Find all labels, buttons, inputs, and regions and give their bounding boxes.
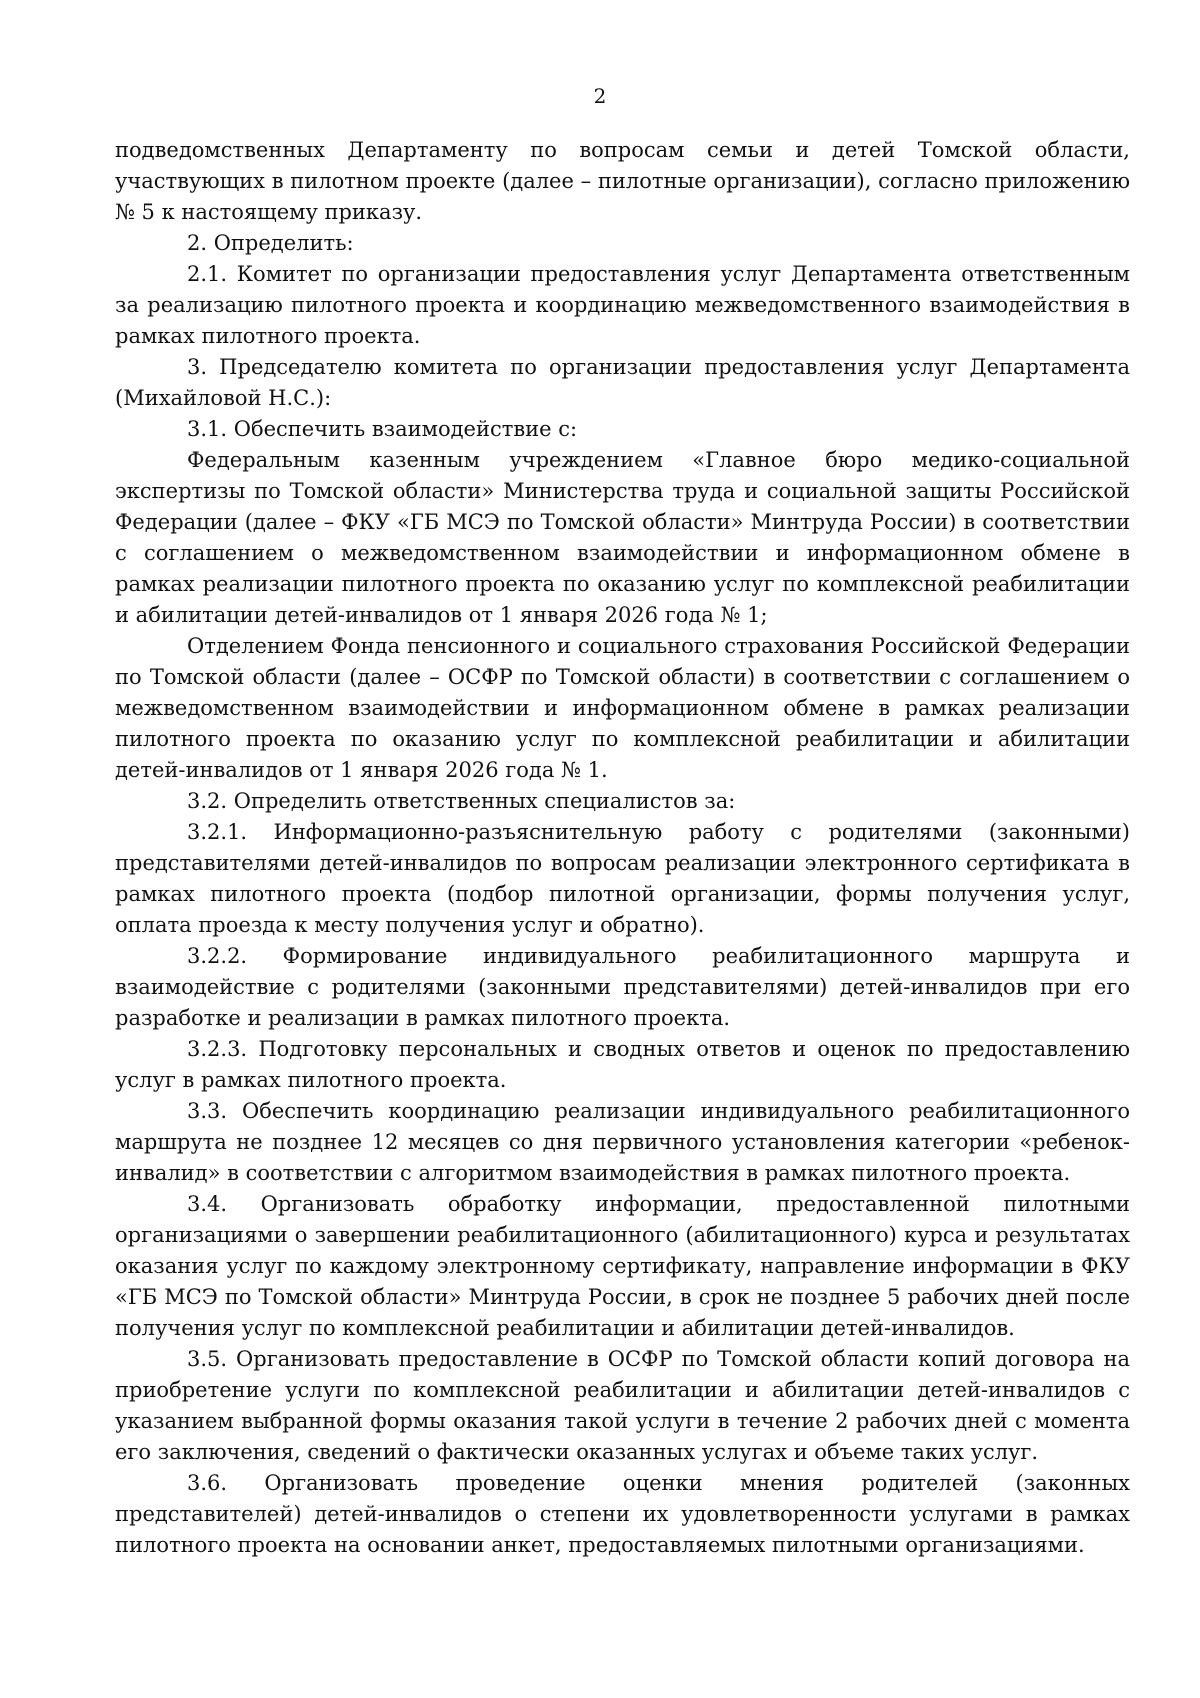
paragraph-3-2-1: 3.2.1. Информационно-разъяснительную работу с родителями (законными) представителями детей-инвалидов по вопросам реализации электронного сертификата в рамках пилотного проекта (подбор пилотной организации, формы получения услуг, оплата проезда к месту получения услуг и обратно). <box>115 820 1130 937</box>
paragraph-3-1-osfr: Отделением Фонда пенсионного и социального страхования Российской Федерации по Томской области (далее – ОСФР по Томской области) в соответствии с соглашением о межведомственном взаимодействии и информационном обмене в рамках реализации пилотного проекта по оказанию услуг по комплексной реабилитации и абилитации детей-инвалидов от 1 января 2026 года № 1. <box>115 634 1130 782</box>
page-number: 2 <box>593 84 607 108</box>
paragraph-continuation: подведомственных Департаменту по вопросам семьи и детей Томской области, участвующих в пилотном проекте (далее – пилотные организации), согласно приложению № 5 к настоящему приказу. <box>115 138 1130 224</box>
paragraph-2-1: 2.1. Комитет по организации предоставления услуг Департамента ответственным за реализацию пилотного проекта и координацию межведомственного взаимодействия в рамках пилотного проекта. <box>115 262 1130 348</box>
paragraph-3-2-3: 3.2.3. Подготовку персональных и сводных ответов и оценок по предоставлению услуг в рамках пилотного проекта. <box>115 1037 1130 1092</box>
paragraph-3-1-fku: Федеральным казенным учреждением «Главное бюро медико-социальной экспертизы по Томской области» Министерства труда и социальной защиты Российской Федерации (далее – ФКУ «ГБ МСЭ по Томской области» Минтруда России) в соответствии с соглашением о межведомственном взаимодействии и информационном обмене в рамках реализации пилотного проекта по оказанию услуг по комплексной реабилитации и абилитации детей-инвалидов от 1 января 2026 года № 1; <box>115 448 1130 627</box>
paragraph-3-2: 3.2. Определить ответственных специалистов за: <box>187 789 736 813</box>
paragraph-3-1: 3.1. Обеспечить взаимодействие с: <box>187 417 578 441</box>
paragraph-3-2-2: 3.2.2. Формирование индивидуального реабилитационного маршрута и взаимодействие с родителями (законными представителями) детей-инвалидов при его разработке и реализации в рамках пилотного проекта. <box>115 944 1130 1030</box>
paragraph-2: 2. Определить: <box>187 231 354 255</box>
paragraph-3-6: 3.6. Организовать проведение оценки мнения родителей (законных представителей) детей-инвалидов о степени их удовлетворенности услугами в рамках пилотного проекта на основании анкет, предоставляемых пилотными организациями. <box>115 1471 1130 1557</box>
paragraph-3-5: 3.5. Организовать предоставление в ОСФР по Томской области копий договора на приобретение услуги по комплексной реабилитации и абилитации детей-инвалидов с указанием выбранной формы оказания такой услуги в течение 2 рабочих дней с момента его заключения, сведений о фактически оказанных услугах и объеме таких услуг. <box>115 1347 1130 1464</box>
paragraph-3: 3. Председателю комитета по организации предоставления услуг Департамента (Михайловой Н.С.): <box>115 355 1130 410</box>
paragraph-3-4: 3.4. Организовать обработку информации, предоставленной пилотными организациями о завершении реабилитационного (абилитационного) курса и результатах оказания услуг по каждому электронному сертификату, направление информации в ФКУ «ГБ МСЭ по Томской области» Минтруда России, в срок не позднее 5 рабочих дней после получения услуг по комплексной реабилитации и абилитации детей-инвалидов. <box>115 1192 1130 1340</box>
paragraph-3-3: 3.3. Обеспечить координацию реализации индивидуального реабилитационного маршрута не позднее 12 месяцев со дня первичного установления категории «ребенок-инвалид» в соответствии с алгоритмом взаимодействия в рамках пилотного проекта. <box>115 1099 1130 1185</box>
document-body <box>115 135 1130 1561</box>
